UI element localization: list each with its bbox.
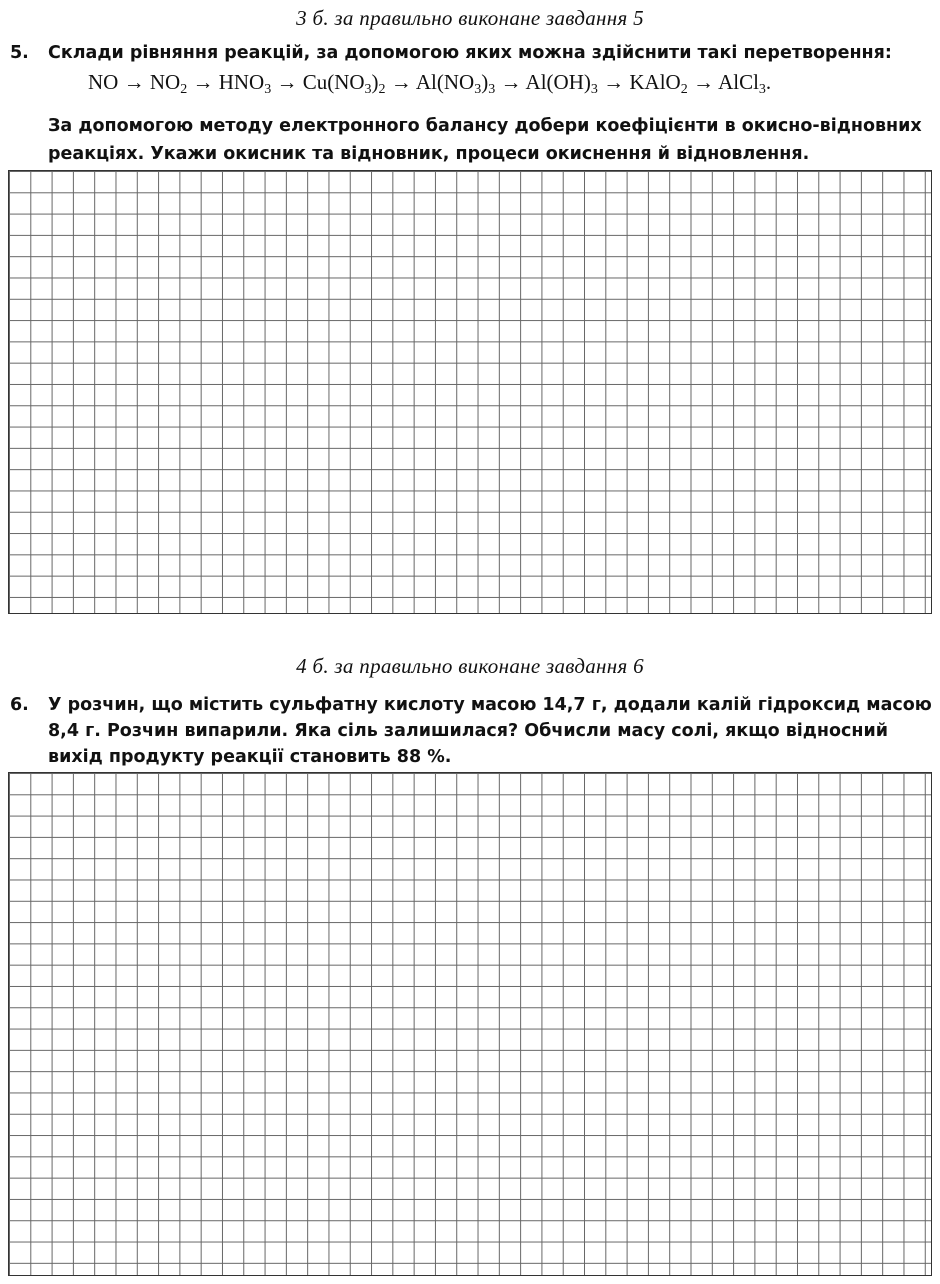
formula-2: $HNO_3$	[218, 70, 272, 97]
formula-3: $Cu(NO_3)_2$	[302, 70, 386, 97]
task-5-number: 5.	[10, 43, 29, 63]
arrow-icon: →	[597, 70, 630, 94]
answer-grid-task5[interactable]	[8, 170, 932, 614]
score-note-task6: 4 б. за правильно виконане завдання 6	[296, 654, 644, 678]
formula-1: $NO_2$	[149, 70, 188, 97]
arrow-icon: →	[271, 70, 303, 94]
transformation-chain	[88, 70, 771, 98]
formula-6: KAlO$_2$	[629, 70, 688, 97]
arrow-icon: →	[687, 70, 719, 94]
arrow-icon: →	[118, 70, 150, 94]
arrow-icon: →	[187, 70, 219, 94]
formula-4: $Al(NO_3)_3$	[415, 70, 496, 97]
arrow-icon: →	[385, 70, 416, 94]
formula-7: AlCl$_3$.	[718, 70, 772, 97]
task-6-number: 6.	[10, 695, 29, 715]
arrow-icon: →	[495, 70, 526, 94]
formula-5: $Al(OH)_3$	[525, 70, 598, 97]
task-5-text: Склади рівняння реакцій, за допомогою яких можна здійснити такі перетворення:	[48, 43, 892, 63]
formula-0: NO	[88, 70, 119, 94]
task-5-instruction: За допомогою методу електронного балансу добери коефіцієнти в окисно-відновних реакціях. Укажи окисник та відновник, процеси окиснення й відновлення.	[48, 116, 922, 164]
answer-grid-task6[interactable]	[8, 772, 932, 1276]
score-note-task5: 3 б. за правильно виконане завдання 5	[296, 6, 644, 30]
task-6-text: У розчин, що містить сульфатну кислоту масою 14,7 г, додали калій гідроксид масою 8,4 г. Розчин випарили. Яка сіль залишилася? Обчисли масу солі, якщо відносний вихід продукту реакції становить 88 %.	[48, 695, 932, 767]
